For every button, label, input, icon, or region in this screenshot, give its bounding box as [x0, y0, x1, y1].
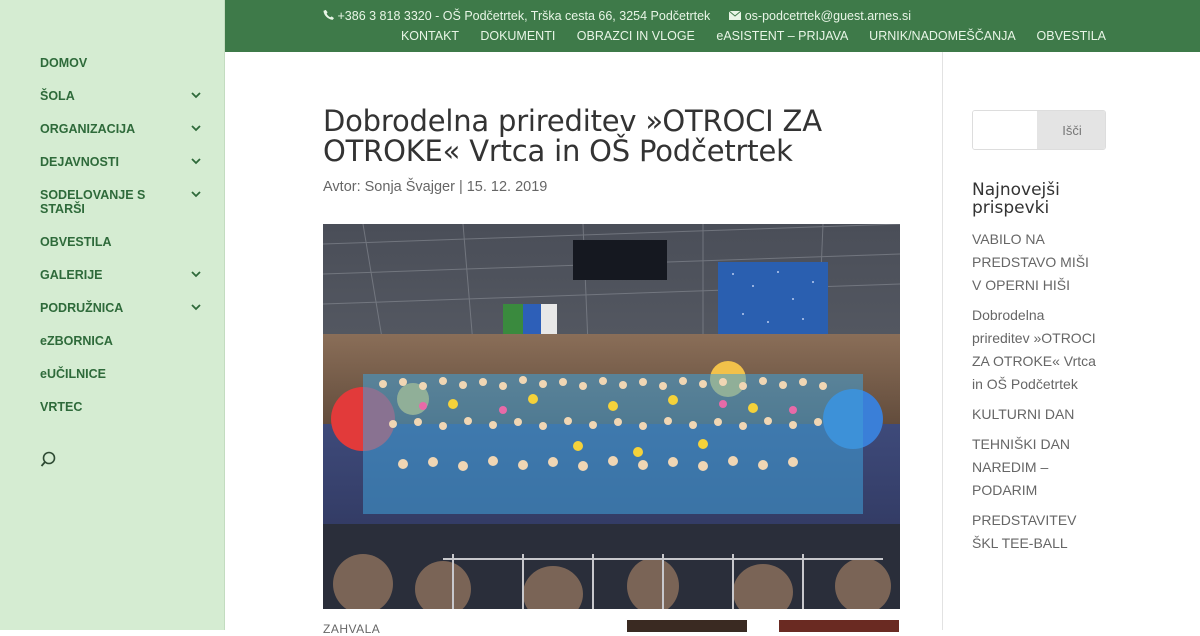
email-icon [729, 9, 741, 23]
nav-item-eucilnice[interactable] [40, 367, 210, 381]
contact-email[interactable]: os-podcetrtek@guest.arnes.si [744, 8, 911, 23]
top-header [225, 0, 1200, 52]
recent-posts-title: Najnovejši prispevki [972, 180, 1060, 218]
nav-item-sola[interactable] [40, 89, 210, 103]
search-button[interactable]: Išči [1037, 111, 1106, 149]
contact-phone: +386 3 818 3320 - OŠ Podčetrtek, Trška cesta 66, 3254 Podčetrtek [337, 8, 711, 23]
post-title: Dobrodelna prireditev »OTROCI ZA OTROKE« Vrtca in OŠ Podčetrtek [323, 104, 822, 168]
nav-item-vrtec[interactable] [40, 400, 210, 414]
main-nav [40, 56, 210, 433]
nav-item-sodelovanje[interactable] [40, 188, 210, 216]
nav-item-label[interactable]: PODRUŽNICA [40, 301, 124, 315]
nav-item-label[interactable]: eZBORNICA [40, 334, 113, 348]
recent-post-link[interactable]: VABILO NA PREDSTAVO MIŠI V OPERNI HIŠI [972, 231, 1089, 293]
recent-posts-list [972, 228, 1102, 562]
featured-photo [323, 224, 900, 609]
chevron-down-icon[interactable] [190, 268, 202, 280]
nav-item-label[interactable]: SODELOVANJE S STARŠI [40, 188, 146, 216]
nav-item-label[interactable]: DEJAVNOSTI [40, 155, 119, 169]
chevron-down-icon[interactable] [190, 188, 202, 200]
nav-item-dejavnosti[interactable] [40, 155, 210, 169]
nav-item-ezbornica[interactable] [40, 334, 210, 348]
search-input[interactable] [973, 111, 1037, 149]
post-section-label: ZAHVALA [323, 622, 381, 636]
post-header [323, 106, 903, 195]
chevron-down-icon[interactable] [190, 89, 202, 101]
chevron-down-icon[interactable] [190, 155, 202, 167]
nav-item-label[interactable]: ŠOLA [40, 89, 75, 103]
search-form [972, 110, 1106, 150]
recent-post-link[interactable]: TEHNIŠKI DAN NAREDIM – PODARIM [972, 436, 1071, 498]
gallery-thumbnail[interactable] [779, 620, 899, 632]
sidebar [0, 0, 225, 630]
sidebar-divider [942, 52, 943, 630]
nav-item-domov[interactable] [40, 56, 210, 70]
nav-item-label[interactable]: eUČILNICE [40, 367, 106, 381]
nav-item-label[interactable]: VRTEC [40, 400, 83, 414]
nav-item-label[interactable]: ORGANIZACIJA [40, 122, 136, 136]
nav-item-podruznica[interactable] [40, 301, 210, 315]
recent-post-link[interactable]: Dobrodelna prireditev »OTROCI ZA OTROKE« Vrtca in OŠ Podčetrtek [972, 307, 1096, 392]
nav-item-obvestila[interactable] [40, 235, 210, 249]
topnav-easistent[interactable]: eASISTENT – PRIJAVA [716, 29, 848, 43]
nav-item-label[interactable]: OBVESTILA [40, 235, 112, 249]
recent-post-link[interactable]: KULTURNI DAN [972, 406, 1075, 422]
nav-item-organizacija[interactable] [40, 122, 210, 136]
nav-item-galerije[interactable] [40, 268, 210, 282]
topnav-dokumenti[interactable]: DOKUMENTI [480, 29, 556, 43]
top-nav [383, 29, 1106, 43]
topnav-kontakt[interactable]: KONTAKT [400, 29, 459, 43]
nav-item-label[interactable]: DOMOV [40, 56, 88, 70]
topnav-obrazci[interactable]: OBRAZCI IN VLOGE [576, 29, 695, 43]
search-icon[interactable] [40, 450, 60, 470]
topnav-urnik[interactable]: URNIK/NADOMEŠČANJA [869, 29, 1016, 43]
contact-info [323, 8, 911, 23]
gallery-thumbnail[interactable] [627, 620, 747, 632]
chevron-down-icon[interactable] [190, 122, 202, 134]
post-featured-image [323, 224, 900, 609]
topnav-obvestila[interactable]: OBVESTILA [1036, 29, 1106, 43]
post-meta: Avtor: Sonja Švajger | 15. 12. 2019 [323, 179, 548, 195]
chevron-down-icon[interactable] [190, 301, 202, 313]
nav-item-label[interactable]: GALERIJE [40, 268, 103, 282]
recent-post-link[interactable]: PREDSTAVITEV ŠKL TEE-BALL [972, 512, 1077, 551]
phone-icon [323, 9, 334, 23]
